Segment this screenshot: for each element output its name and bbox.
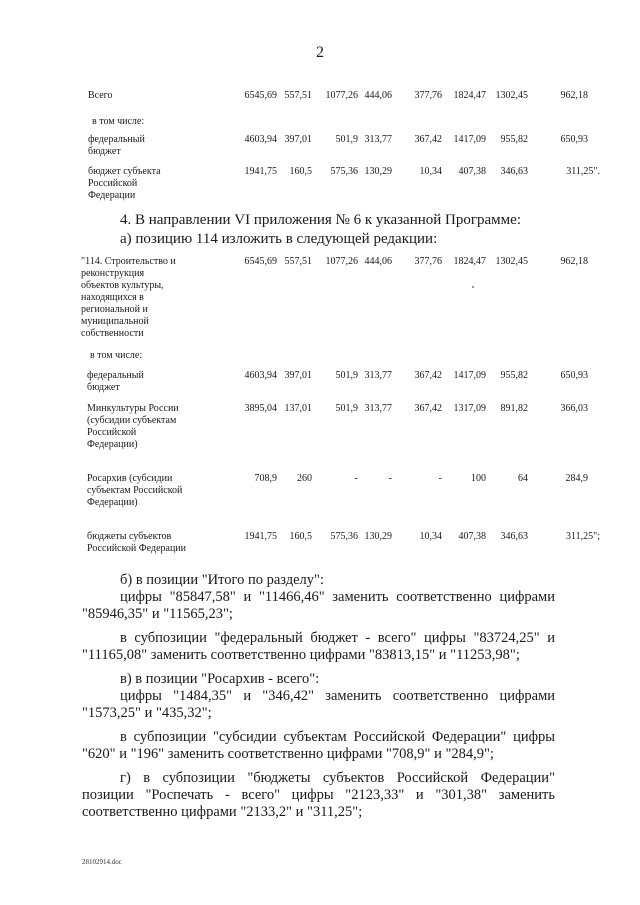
- cell: 501,9: [335, 134, 358, 145]
- cell: 557,51: [284, 256, 312, 267]
- cell: 1302,45: [495, 90, 528, 101]
- cell: 260: [297, 473, 312, 484]
- cell: 313,77: [364, 134, 392, 145]
- cell: 346,63: [500, 531, 528, 542]
- cell: 6545,69: [244, 90, 277, 101]
- cell: 1417,09: [453, 134, 486, 145]
- cell: 367,42: [414, 403, 442, 414]
- cell: 367,42: [414, 134, 442, 145]
- cell: 137,01: [284, 403, 312, 414]
- cell: 708,9: [254, 473, 277, 484]
- cell: 160,5: [289, 531, 312, 542]
- cell: 130,29: [364, 531, 392, 542]
- cell: 1941,75: [244, 166, 277, 177]
- cell: 962,18: [560, 256, 588, 267]
- cell: 650,93: [560, 370, 588, 381]
- scan-speck: [472, 286, 474, 288]
- row-label: Минкультуры России (субсидии субъектам Российской Федерации): [87, 403, 179, 450]
- cell: 311,25".: [566, 166, 600, 177]
- cell: 284,9: [565, 473, 588, 484]
- cell: 311,25";: [566, 531, 600, 542]
- row-label: бюджет субъекта Российской Федерации: [88, 166, 161, 201]
- row-label: Росархив (субсидии субъектам Российской Федерации): [87, 473, 183, 508]
- cell: 1824,47: [453, 90, 486, 101]
- cell: 1417,09: [453, 370, 486, 381]
- paragraph: б) в позиции "Итого по разделу":: [120, 572, 324, 588]
- cell: 160,5: [289, 166, 312, 177]
- cell: 346,63: [500, 166, 528, 177]
- cell: 313,77: [364, 403, 392, 414]
- cell: 444,06: [364, 90, 392, 101]
- cell: 377,76: [414, 256, 442, 267]
- cell: 4603,94: [244, 370, 277, 381]
- cell: 3895,04: [244, 403, 277, 414]
- cell: 1077,26: [325, 90, 358, 101]
- cell: 10,34: [419, 531, 442, 542]
- paragraph: г) в субпозиции "бюджеты субъектов Российской Федерации" позиции "Роспечать - всего" цифры "2123,33" и "301,38" заменить соответственно цифрами "2133,2" и "311,25";: [82, 770, 555, 820]
- cell: 6545,69: [244, 256, 277, 267]
- cell: -: [388, 473, 392, 484]
- cell: 955,82: [500, 370, 528, 381]
- cell: 313,77: [364, 370, 392, 381]
- cell: 962,18: [560, 90, 588, 101]
- cell: 10,34: [419, 166, 442, 177]
- cell: 100: [471, 473, 486, 484]
- cell: 650,93: [560, 134, 588, 145]
- cell: 557,51: [284, 90, 312, 101]
- cell: 366,03: [560, 403, 588, 414]
- cell: -: [354, 473, 358, 484]
- cell: -: [438, 473, 442, 484]
- row-label: Всего: [88, 90, 113, 101]
- cell: 397,01: [284, 370, 312, 381]
- cell: 4603,94: [244, 134, 277, 145]
- cell: 1824,47: [453, 256, 486, 267]
- page-number: 2: [316, 44, 324, 61]
- cell: 1317,09: [453, 403, 486, 414]
- row-label: "114. Строительство и реконструкция объектов культуры, находящихся в региональной и муниципальной собственности: [81, 256, 176, 339]
- cell: 397,01: [284, 134, 312, 145]
- cell: 575,36: [330, 531, 358, 542]
- cell: 367,42: [414, 370, 442, 381]
- cell: 575,36: [330, 166, 358, 177]
- paragraph: цифры "85847,58" и "11466,46" заменить соответственно цифрами "85946,35" и "11565,23";: [82, 589, 555, 622]
- cell: 444,06: [364, 256, 392, 267]
- cell: 1077,26: [325, 256, 358, 267]
- paragraph: в) в позиции "Росархив - всего":: [120, 671, 320, 687]
- cell: 891,82: [500, 403, 528, 414]
- row-label: в том числе:: [92, 116, 145, 127]
- cell: 407,38: [458, 531, 486, 542]
- cell: 1302,45: [495, 256, 528, 267]
- paragraph: в субпозиции "субсидии субъектам Российской Федерации" цифры "620" и "196" заменить соответственно цифрами "708,9" и "284,9";: [82, 729, 555, 762]
- cell: 377,76: [414, 90, 442, 101]
- paragraph: в субпозиции "федеральный бюджет - всего" цифры "83724,25" и "11165,08" заменить соответственно цифрами "83813,15" и "11253,98";: [82, 630, 555, 663]
- cell: 1941,75: [244, 531, 277, 542]
- cell: 130,29: [364, 166, 392, 177]
- cell: 407,38: [458, 166, 486, 177]
- row-label: федеральный бюджет: [88, 134, 145, 157]
- cell: 955,82: [500, 134, 528, 145]
- row-label: федеральный бюджет: [87, 370, 144, 393]
- cell: 64: [518, 473, 528, 484]
- row-label: бюджеты субъектов Российской Федерации: [87, 531, 187, 554]
- section-subheading: а) позицию 114 изложить в следующей редакции:: [120, 231, 438, 247]
- paragraph: цифры "1484,35" и "346,42" заменить соответственно цифрами "1573,25" и "435,32";: [82, 688, 555, 721]
- file-name-footer: 28102914.doc: [82, 858, 122, 866]
- row-label: в том числе:: [90, 350, 143, 361]
- cell: 501,9: [335, 403, 358, 414]
- cell: 501,9: [335, 370, 358, 381]
- section-heading: 4. В направлении VI приложения № 6 к указанной Программе:: [120, 212, 521, 228]
